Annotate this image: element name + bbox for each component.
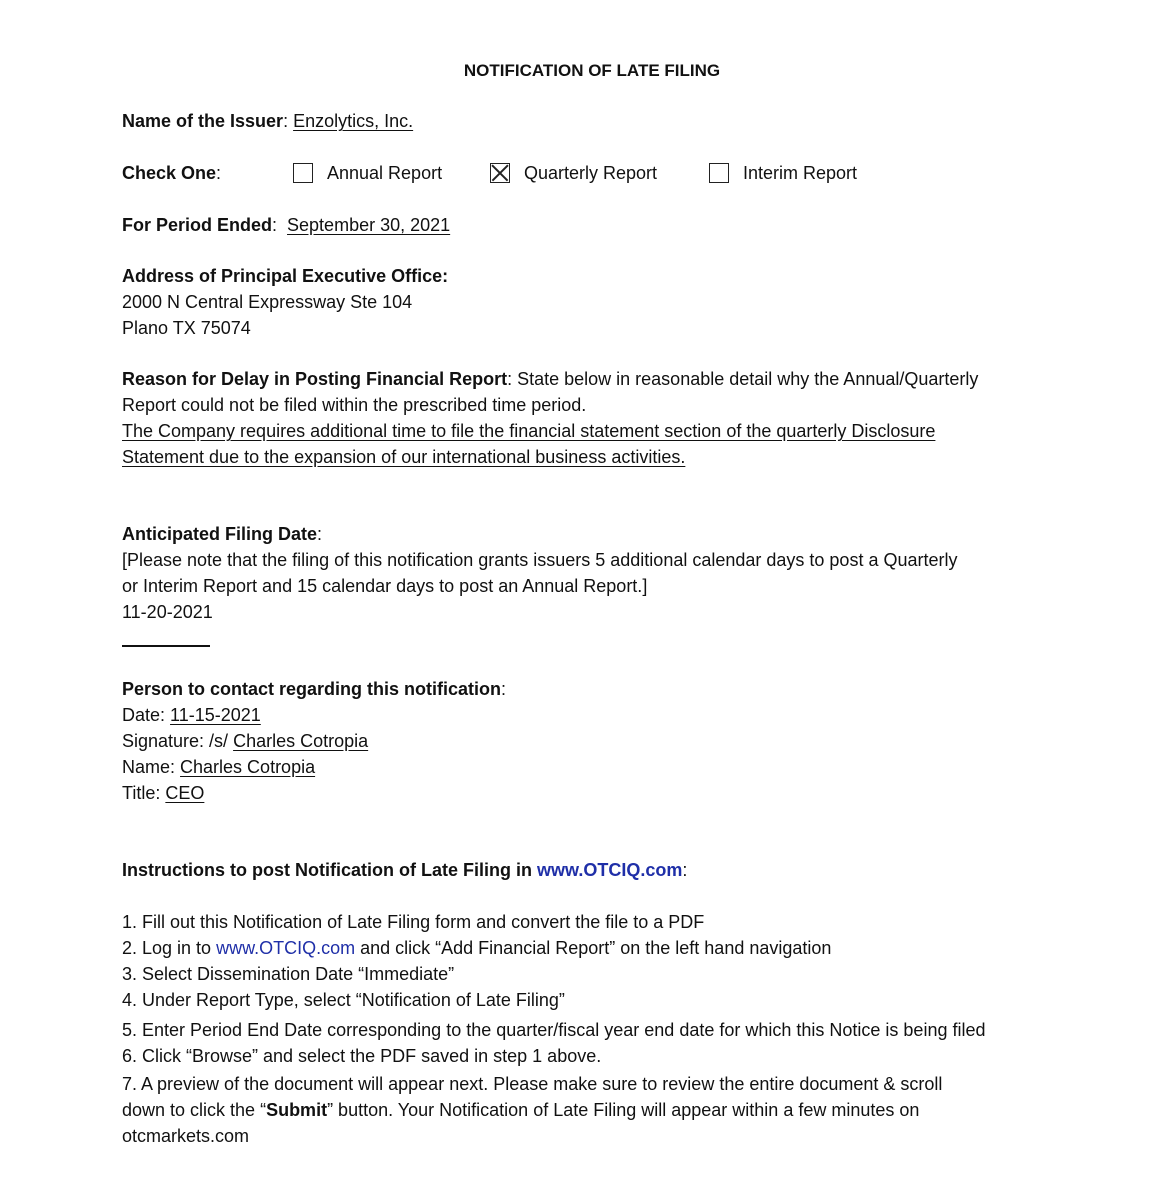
contact-signature-label: Signature: /s/	[122, 731, 229, 751]
quarterly-report-option[interactable]	[490, 160, 657, 186]
contact-date-label: Date:	[122, 705, 166, 725]
reason-answer-2: Statement due to the expansion of our international business activities.	[122, 447, 686, 467]
interim-report-checkbox[interactable]	[709, 163, 729, 183]
reason-prompt-2: Report could not be filed within the prescribed time period.	[122, 395, 587, 415]
interim-report-option[interactable]	[709, 160, 857, 186]
step-4: 4. Under Report Type, select “Notification of Late Filing”	[122, 990, 565, 1010]
period-row: For Period Ended: September 30, 2021	[122, 215, 451, 235]
step-1: 1. Fill out this Notification of Late Filing form and convert the file to a PDF	[122, 912, 705, 932]
signature-rule	[122, 645, 210, 647]
step-6: 6. Click “Browse” and select the PDF saved in step 1 above.	[122, 1046, 602, 1066]
contact-title-row	[122, 780, 204, 806]
address-label: Address of Principal Executive Office:	[122, 266, 449, 286]
step-7-line3: otcmarkets.com	[122, 1126, 250, 1146]
otciq-link[interactable]: www.OTCIQ.com	[537, 860, 683, 880]
period-label: For Period Ended	[122, 215, 273, 235]
reason-answer-1: The Company requires additional time to file the financial statement section of the quarterly Disclosure	[122, 421, 936, 441]
issuer-row: Name of the Issuer: Enzolytics, Inc.	[122, 111, 414, 131]
step-5: 5. Enter Period End Date corresponding to the quarter/fiscal year end date for which this Notice is being filed	[122, 1020, 986, 1040]
quarterly-report-checkbox[interactable]	[490, 163, 510, 183]
address-line1: 2000 N Central Expressway Ste 104	[122, 292, 413, 312]
step-2: 2. Log in to www.OTCIQ.com and click “Add Financial Report” on the left hand navigation	[122, 938, 832, 958]
reason-prompt-1: State below in reasonable detail why the Annual/Quarterly	[517, 369, 979, 389]
annual-report-checkbox[interactable]	[293, 163, 313, 183]
form-title: NOTIFICATION OF LATE FILING	[463, 61, 721, 80]
interim-report-label: Interim Report	[743, 163, 858, 183]
instructions-heading: Instructions to post Notification of Late Filing in www.OTCIQ.com:	[122, 860, 688, 880]
step-7-line1: 7. A preview of the document will appear next. Please make sure to review the entire document & scroll	[122, 1074, 943, 1094]
contact-name: Charles Cotropia	[180, 757, 316, 777]
quarterly-report-label: Quarterly Report	[524, 163, 658, 183]
contact-name-row	[122, 754, 315, 780]
contact-title-label: Title:	[122, 783, 161, 803]
anticipated-date: 11-20-2021	[122, 602, 213, 622]
anticipated-note-2: or Interim Report and 15 calendar days to post an Annual Report.]	[122, 576, 648, 596]
annual-report-label: Annual Report	[327, 163, 443, 183]
contact-label: Person to contact regarding this notification	[122, 679, 502, 699]
contact-date-row	[122, 702, 261, 728]
anticipated-row: Anticipated Filing Date:	[122, 524, 323, 544]
contact-title: CEO	[165, 783, 205, 803]
address-line2: Plano TX 75074	[122, 318, 251, 338]
annual-report-option[interactable]	[293, 160, 442, 186]
otciq-link-step2[interactable]: www.OTCIQ.com	[216, 938, 356, 958]
anticipated-note-1: [Please note that the filing of this notification grants issuers 5 additional calendar days to post a Quarterly	[122, 550, 958, 570]
step-7-line2: down to click the “Submit” button. Your Notification of Late Filing will appear within a few minutes on	[122, 1100, 920, 1120]
check-one-label: Check One	[122, 163, 217, 183]
reason-row: Reason for Delay in Posting Financial Report: State below in reasonable detail why the Annual/Quarterly	[122, 369, 979, 389]
contact-name-label: Name:	[122, 757, 176, 777]
period-value: September 30, 2021	[287, 215, 451, 235]
issuer-label: Name of the Issuer	[122, 111, 284, 131]
reason-label: Reason for Delay in Posting Financial Report	[122, 369, 508, 389]
contact-signature: Charles Cotropia	[233, 731, 369, 751]
step-3: 3. Select Dissemination Date “Immediate”	[122, 964, 455, 984]
check-one-row: Check One: Annual Report Quarterly Report Interim Report	[122, 160, 1062, 186]
submit-word: Submit	[266, 1100, 328, 1120]
contact-signature-row	[122, 728, 368, 754]
contact-date: 11-15-2021	[170, 705, 261, 725]
anticipated-label: Anticipated Filing Date	[122, 524, 318, 544]
issuer-value: Enzolytics, Inc.	[293, 111, 414, 131]
contact-row: Person to contact regarding this notification:	[122, 679, 507, 699]
